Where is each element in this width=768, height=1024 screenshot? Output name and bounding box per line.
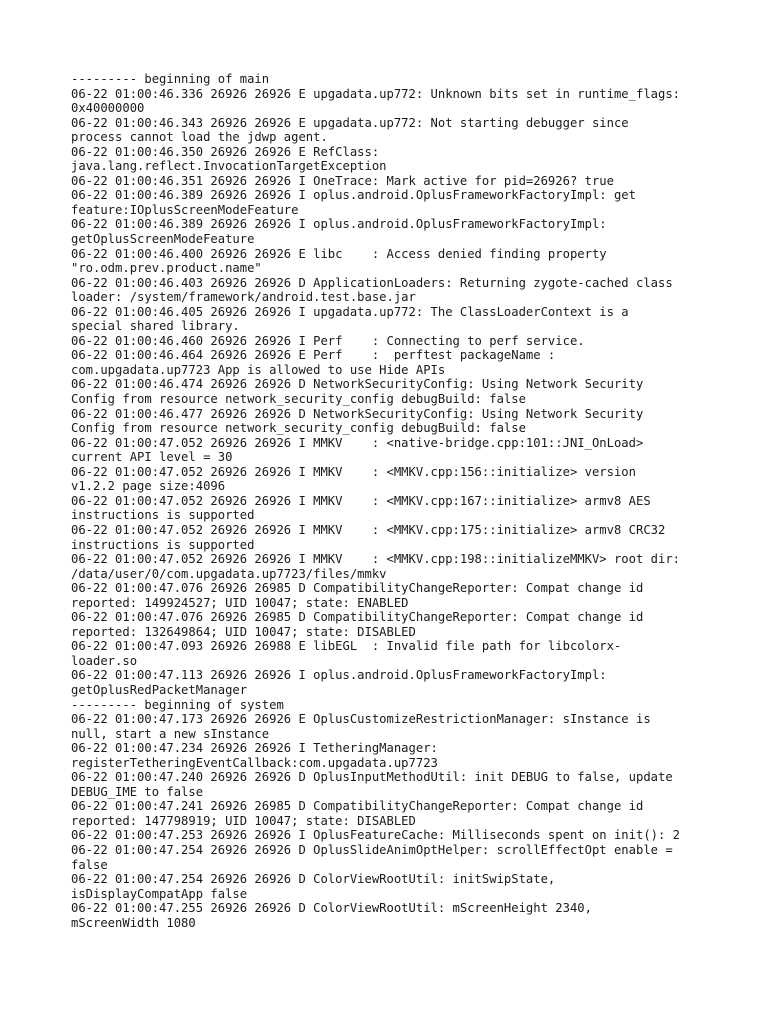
log-line: 06-22 01:00:47.076 26926 26985 D CompatibilityChangeReporter: Compat change id [71, 610, 644, 625]
log-line: registerTetheringEventCallback:com.upgadata.up7723 [71, 755, 438, 770]
log-line: 06-22 01:00:47.254 26926 26926 D OplusSlideAnimOptHelper: scrollEffectOpt enable = [71, 842, 673, 857]
log-line: 06-22 01:00:47.240 26926 26926 D OplusInputMethodUtil: init DEBUG to false, update [71, 770, 673, 785]
log-line: Config from resource network_security_config debugBuild: false [71, 421, 526, 436]
log-line: 06-22 01:00:46.403 26926 26926 D ApplicationLoaders: Returning zygote-cached class [71, 275, 673, 290]
log-line: 06-22 01:00:46.336 26926 26926 E upgadata.up772: Unknown bits set in runtime_flags: [71, 86, 681, 101]
log-line: getOplusScreenModeFeature [71, 232, 255, 247]
log-line: 0x40000000 [71, 101, 145, 116]
log-line: 06-22 01:00:47.241 26926 26985 D CompatibilityChangeReporter: Compat change id [71, 799, 644, 814]
log-line: current API level = 30 [71, 450, 233, 465]
log-line: 06-22 01:00:47.052 26926 26926 I MMKV : <MMKV.cpp:156::initialize> version [71, 464, 636, 479]
log-line: false [71, 857, 108, 872]
log-line: feature:IOplusScreenModeFeature [71, 202, 299, 217]
log-line: 06-22 01:00:47.052 26926 26926 I MMKV : <MMKV.cpp:198::initializeMMKV> root dir: [71, 552, 681, 567]
log-line: 06-22 01:00:46.343 26926 26926 E upgadata.up772: Not starting debugger since [71, 115, 629, 130]
log-line: 06-22 01:00:46.389 26926 26926 I oplus.android.OplusFrameworkFactoryImpl: [71, 217, 607, 232]
log-line: "ro.odm.prev.product.name" [71, 261, 262, 276]
log-line: 06-22 01:00:47.076 26926 26985 D CompatibilityChangeReporter: Compat change id [71, 581, 644, 596]
log-line: 06-22 01:00:46.477 26926 26926 D NetworkSecurityConfig: Using Network Security [71, 406, 644, 421]
log-line: Config from resource network_security_config debugBuild: false [71, 392, 526, 407]
log-line: getOplusRedPacketManager [71, 682, 248, 697]
log-line: instructions is supported [71, 537, 255, 552]
log-line: --------- beginning of main [71, 72, 270, 86]
log-line: 06-22 01:00:47.255 26926 26926 D ColorViewRootUtil: mScreenHeight 2340, [71, 901, 592, 916]
log-line: 06-22 01:00:46.389 26926 26926 I oplus.android.OplusFrameworkFactoryImpl: get [71, 188, 636, 203]
log-line: DEBUG_IME to false [71, 784, 204, 799]
log-line: 06-22 01:00:47.093 26926 26988 E libEGL : Invalid file path for libcolorx- [71, 639, 622, 654]
log-line: 06-22 01:00:46.400 26926 26926 E libc : Access denied finding property [71, 246, 607, 261]
log-line: java.lang.reflect.InvocationTargetException [71, 159, 387, 174]
log-line: 06-22 01:00:46.474 26926 26926 D NetworkSecurityConfig: Using Network Security [71, 377, 644, 392]
log-line: loader.so [71, 653, 138, 668]
log-line: reported: 147798919; UID 10047; state: DISABLED [71, 813, 416, 828]
log-line: special shared library. [71, 319, 240, 334]
log-line: 06-22 01:00:46.464 26926 26926 E Perf : perftest packageName : [71, 348, 556, 363]
log-line: 06-22 01:00:46.351 26926 26926 I OneTrace: Mark active for pid=26926? true [71, 173, 614, 188]
log-line: 06-22 01:00:47.052 26926 26926 I MMKV : <native-bridge.cpp:101::JNI_OnLoad> [71, 435, 644, 450]
log-line: 06-22 01:00:46.460 26926 26926 I Perf : Connecting to perf service. [71, 333, 585, 348]
log-line: mScreenWidth 1080 [71, 915, 196, 930]
log-line: 06-22 01:00:47.173 26926 26926 E OplusCustomizeRestrictionManager: sInstance is [71, 712, 651, 727]
log-document [71, 72, 711, 930]
log-line: 06-22 01:00:46.350 26926 26926 E RefClass: [71, 144, 380, 159]
log-line: 06-22 01:00:47.052 26926 26926 I MMKV : <MMKV.cpp:175::initialize> armv8 CRC32 [71, 522, 666, 537]
log-line: 06-22 01:00:47.113 26926 26926 I oplus.android.OplusFrameworkFactoryImpl: [71, 668, 607, 683]
log-line: reported: 132649864; UID 10047; state: DISABLED [71, 624, 416, 639]
log-line: process cannot load the jdwp agent. [71, 130, 328, 145]
log-line: 06-22 01:00:47.234 26926 26926 I TetheringManager: [71, 741, 438, 756]
log-line: --------- beginning of system [71, 697, 284, 712]
log-line: instructions is supported [71, 508, 255, 523]
log-line: 06-22 01:00:47.253 26926 26926 I OplusFeatureCache: Milliseconds spent on init(): 2 [71, 828, 681, 843]
log-line: com.upgadata.up7723 App is allowed to use Hide APIs [71, 362, 446, 377]
log-line: 06-22 01:00:47.254 26926 26926 D ColorViewRootUtil: initSwipState, [71, 872, 556, 887]
log-line: 06-22 01:00:46.405 26926 26926 I upgadata.up772: The ClassLoaderContext is a [71, 304, 629, 319]
log-line: 06-22 01:00:47.052 26926 26926 I MMKV : <MMKV.cpp:167::initialize> armv8 AES [71, 493, 651, 508]
log-line: /data/user/0/com.upgadata.up7723/files/mmkv [71, 566, 387, 581]
log-line: v1.2.2 page size:4096 [71, 479, 226, 494]
log-line: null, start a new sInstance [71, 726, 270, 741]
log-line: loader: /system/framework/android.test.base.jar [71, 290, 416, 305]
log-line: isDisplayCompatApp false [71, 886, 248, 901]
log-line: reported: 149924527; UID 10047; state: ENABLED [71, 595, 409, 610]
